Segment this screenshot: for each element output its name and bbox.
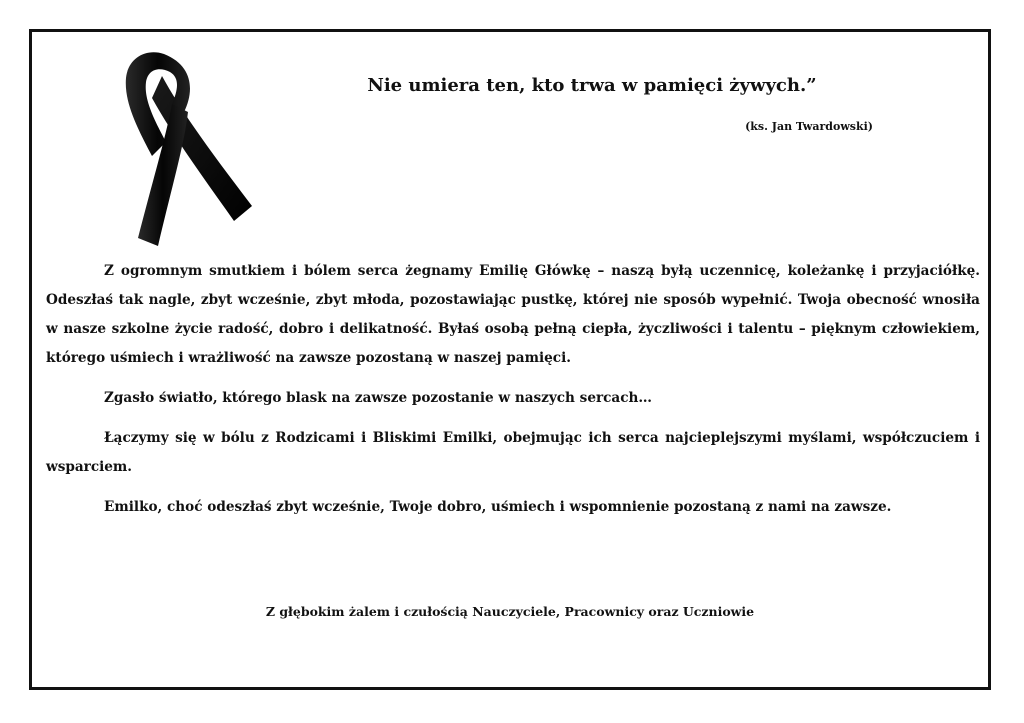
paragraph-farewell: Z ogromnym smutkiem i bólem serca żegnamy Emilię Główkę – naszą byłą uczennicę, koleżankę i przyjaciółkę. Odeszłaś tak nagle, zbyt wcześnie, zbyt młoda, pozostawiając pustkę, której nie sposób wypełnić. Twoja obecność wnosiła w nasze szkolne życie radość, dobro i delikatność. Byłaś osobą pełną ciepła, życzliwości i talentu – pięknym człowiekiem, którego uśmiech i wrażliwość na zawsze pozostaną w naszej pamięci.: [46, 263, 980, 366]
mourning-ribbon-icon: [114, 46, 254, 248]
signature-line: Z głębokim żalem i czułością Nauczyciele, Pracownicy oraz Uczniowie: [265, 604, 755, 619]
paragraph-light: Zgasło światło, którego blask na zawsze pozostanie w naszych sercach…: [104, 390, 652, 406]
condolence-body: [46, 257, 980, 533]
obituary-card: [29, 29, 991, 690]
quote-author: (ks. Jan Twardowski): [745, 120, 873, 133]
paragraph-sympathy: Łączymy się w bólu z Rodzicami i Bliskimi Emilki, obejmując ich serca najcieplejszymi myślami, współczuciem i wsparciem.: [46, 430, 980, 475]
paragraph-remembrance: Emilko, choć odeszłaś zbyt wcześnie, Twoje dobro, uśmiech i wspomnienie pozostaną z nami na zawsze.: [104, 499, 892, 515]
quote-text: Nie umiera ten, kto trwa w pamięci żywych.”: [367, 75, 817, 96]
